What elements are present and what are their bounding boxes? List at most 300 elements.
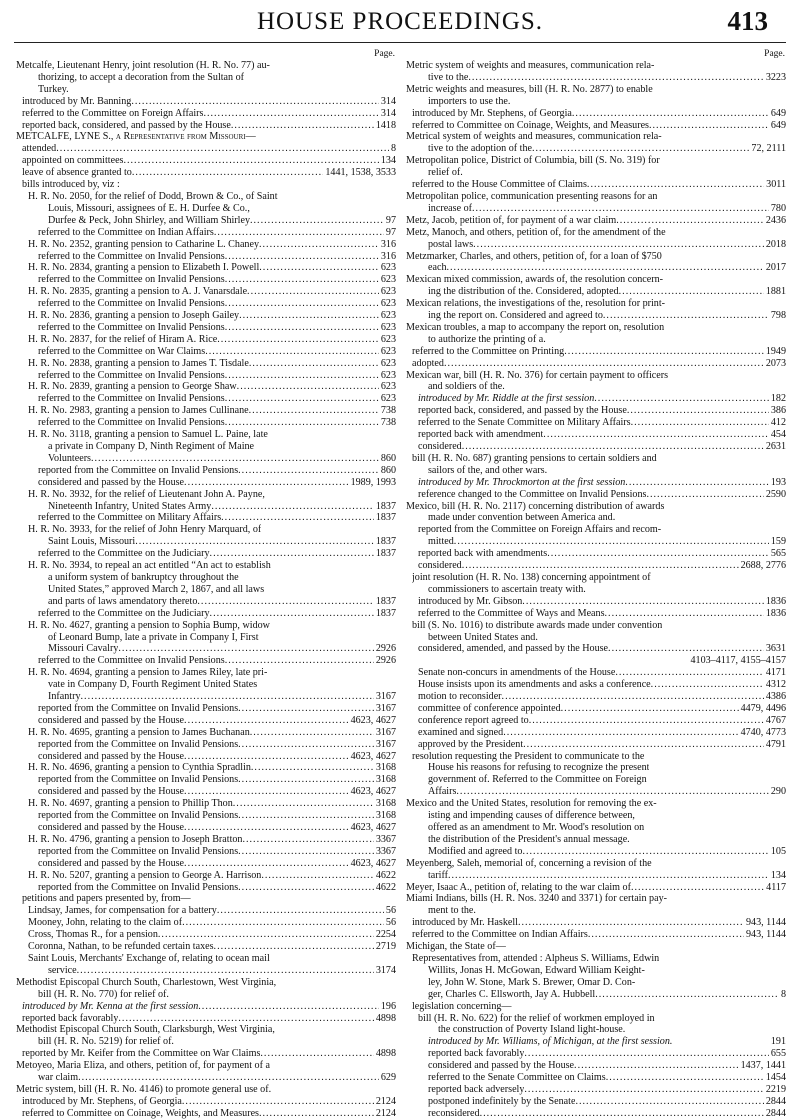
entry-text: reported back adversely: [428, 1083, 525, 1095]
entry-text: H. R. No. 3932, for the relief of Lieutenant John A. Payne,: [28, 488, 265, 500]
page-reference: 3011: [766, 179, 786, 191]
entry-text: mitted: [428, 536, 454, 548]
dot-leader: [221, 512, 374, 524]
dot-leader: [184, 822, 349, 834]
index-entry: [406, 608, 786, 620]
entry-text: reconsidered: [428, 1107, 480, 1119]
entry-text: considered and passed by the House: [38, 857, 185, 869]
index-entry: [406, 858, 786, 870]
index-entry: [406, 322, 786, 334]
entry-text: bill (H. R. No. 5219) for relief of.: [38, 1036, 174, 1048]
entry-text: H. R. No. 4697, granting a pension to Phillip Thon: [28, 798, 233, 810]
entry-text: ing the distribution of the. Considered, adopted: [428, 286, 619, 298]
page-number: 413: [727, 6, 768, 36]
index-entry: [16, 322, 396, 334]
entry-text: introduced by Mr. Throckmorton at the first session: [418, 476, 626, 488]
page-reference: 943, 1144: [745, 917, 786, 929]
page-reference: 134: [380, 155, 396, 167]
entry-text: Saint Louis, Merchants' Exchange of, relating to ocean mail: [28, 952, 270, 964]
dot-leader: [575, 1096, 763, 1108]
entry-text: bill (H. R. No. 687) granting pensions to certain soldiers and: [412, 452, 657, 464]
index-entry: [406, 512, 786, 524]
entry-text: H. R. No. 2983, granting a pension to James Cullinane: [28, 405, 249, 417]
index-entry: [16, 251, 396, 263]
index-entry: [16, 822, 396, 834]
index-entry: [406, 251, 786, 263]
dot-leader: [503, 727, 738, 739]
dot-leader: [616, 215, 764, 227]
index-entry: [16, 798, 396, 810]
index-entry: [406, 536, 786, 548]
dot-leader: [205, 346, 379, 358]
dot-leader: [135, 536, 374, 548]
index-entry: [16, 429, 396, 441]
index-entry: [16, 810, 396, 822]
page-reference: 4479, 4496: [740, 702, 786, 714]
index-entry: [16, 655, 396, 667]
index-entry: [16, 632, 396, 644]
dot-leader: [225, 393, 379, 405]
index-entry: [16, 143, 396, 155]
entry-text: H. R. No. 3118, granting a pension to Samuel L. Paine, late: [28, 429, 268, 441]
index-entry: [16, 858, 396, 870]
entry-text: Metzmarker, Charles, and others, petition of, for a loan of $750: [406, 250, 662, 262]
entry-text: Mexico and the United States, resolution for removing the ex-: [406, 798, 657, 810]
entry-text: referred to the Committee on Invalid Pensions: [38, 274, 225, 286]
page-reference: 3168: [375, 762, 396, 774]
index-entry: [16, 477, 396, 489]
index-entry: [16, 548, 396, 560]
index-entry: [16, 977, 396, 989]
page-reference: 159: [770, 536, 786, 548]
index-entry: [16, 846, 396, 858]
dot-leader: [210, 608, 374, 620]
index-entry: [16, 179, 396, 191]
index-entry: [406, 441, 786, 453]
dot-leader: [502, 691, 764, 703]
page-reference: 4117: [766, 881, 786, 893]
index-entry: [406, 596, 786, 608]
index-entry: [16, 501, 396, 513]
dot-leader: [237, 381, 379, 393]
page-reference: 3367: [375, 845, 396, 857]
entry-text: the construction of Poverty Island light-house.: [438, 1024, 626, 1036]
page-reference: 97: [385, 214, 396, 226]
entry-text: ger, Charles C. Ellsworth, Jay A. Hubbell: [428, 988, 596, 1000]
index-entry: [406, 905, 786, 917]
index-entry: [16, 417, 396, 429]
dot-leader: [615, 667, 763, 679]
page-reference: 316: [380, 250, 396, 262]
entry-text: Infantry: [48, 691, 81, 703]
index-entry: [406, 1001, 786, 1013]
dot-leader: [198, 1001, 379, 1013]
index-entry: [16, 215, 396, 227]
index-entry: [406, 358, 786, 370]
entry-text: Metcalfe, Lieutenant Henry, joint resolution (H. R. No. 77) au-: [16, 60, 270, 71]
dot-leader: [631, 417, 769, 429]
page-reference: 1837: [375, 536, 396, 548]
index-entry: [16, 870, 396, 882]
page-reference: 623: [380, 345, 396, 357]
index-entry: [406, 632, 786, 644]
page-reference: 4312: [765, 679, 786, 691]
entry-text: Mexican mixed commission, awards of, the resolution concern-: [406, 274, 664, 286]
dot-leader: [619, 286, 764, 298]
dot-leader: [532, 143, 749, 155]
entry-text: postponed indefinitely by the Senate: [428, 1095, 576, 1107]
entry-text: referred to Committee on Coinage, Weights, and Measures: [22, 1107, 259, 1119]
page-reference: 1836: [765, 607, 786, 619]
index-entry: [406, 96, 786, 108]
index-entry: [406, 774, 786, 786]
dot-leader: [238, 810, 374, 822]
page-reference: 623: [380, 369, 396, 381]
index-entry: [406, 917, 786, 929]
dot-leader: [547, 548, 769, 560]
page-reference: 56: [385, 905, 396, 917]
dot-leader: [605, 608, 764, 620]
dot-leader: [225, 298, 379, 310]
dot-leader: [529, 715, 764, 727]
entry-text: joint resolution (H. R. No. 138) concerning appointment of: [412, 571, 651, 583]
page-reference: 290: [770, 786, 786, 798]
entry-text: H. R. No. 2838, granting a pension to James T. Tisdale: [28, 357, 249, 369]
entry-text: leave of absence granted to: [22, 167, 132, 179]
page-reference: 4740, 4773: [740, 726, 786, 738]
entry-text: reported back with amendment: [418, 429, 544, 441]
index-entry: [406, 215, 786, 227]
index-entry: [16, 393, 396, 405]
entry-text: the distribution of the President's annual message.: [428, 833, 630, 845]
page-reference: 2017: [765, 262, 786, 274]
dot-leader: [260, 1048, 373, 1060]
page-reference: 3174: [375, 964, 396, 976]
header-rule: [14, 42, 786, 43]
entry-text: isting and impending causes of difference between,: [428, 810, 635, 822]
index-entry: [406, 1084, 786, 1096]
entry-text: reported from the Committee on Invalid Pensions: [38, 881, 239, 893]
entry-text: H. R. No. 2836, granting a pension to Joseph Gailey: [28, 310, 240, 322]
index-entry: [406, 370, 786, 382]
dot-leader: [561, 703, 739, 715]
entry-text: H. R. No. 4696, granting a pension to Cynthia Spradlin: [28, 762, 251, 774]
entry-text: Nineteenth Infantry, United States Army: [48, 500, 212, 512]
page-reference: 623: [380, 393, 396, 405]
index-entry: [16, 1048, 396, 1060]
page-reference: 4622: [375, 869, 396, 881]
index-entry: [406, 310, 786, 322]
index-entry: [16, 262, 396, 274]
entry-text: resolution requesting the President to communicate to the: [412, 750, 645, 762]
entry-text: vate in Company D, Fourth Regiment United States: [48, 679, 258, 691]
index-entry: [16, 929, 396, 941]
entry-text: committee of conference appointed: [418, 702, 561, 714]
index-entry: [406, 262, 786, 274]
entry-text: reported from the Committee on Invalid Pensions: [38, 702, 239, 714]
entry-text: of Leonard Bump, late a private in Company I, First: [48, 631, 259, 643]
index-entry: [16, 155, 396, 167]
index-entry: [16, 167, 396, 179]
dot-leader: [217, 334, 379, 346]
dot-leader: [524, 1048, 768, 1060]
entry-text: METCALFE, LYNE S., a Representative from Missouri—: [16, 131, 256, 143]
entry-text: adopted: [412, 357, 444, 369]
entry-text: ing the report on. Considered and agreed to: [428, 310, 603, 322]
entry-text: Metz, Jacob, petition of, for payment of a war claim: [406, 214, 617, 226]
page-reference: 623: [380, 274, 396, 286]
dot-leader: [606, 1072, 764, 1084]
entry-text: Louis, Missouri, assignees of E. H. Durfee & Co.,: [48, 202, 250, 214]
entry-text: Metoyeo, Maria Eliza, and others, petition of, for payment of a: [16, 1060, 270, 1072]
page-reference: 623: [380, 333, 396, 345]
page-reference: 3168: [375, 810, 396, 822]
index-entry: [16, 1096, 396, 1108]
index-entry: [406, 60, 786, 72]
index-entry: [406, 679, 786, 691]
index-entry: [16, 941, 396, 953]
entry-text: referred to the Committee on Invalid Pensions: [38, 321, 225, 333]
entry-text: H. R. No. 4627, granting a pension to Sophia Bump, widow: [28, 619, 270, 631]
page-reference: 316: [380, 238, 396, 250]
index-entry: [406, 584, 786, 596]
page-reference: 4171: [765, 667, 786, 679]
page-reference: 3167: [375, 738, 396, 750]
index-entry: [16, 453, 396, 465]
index-entry: [16, 1036, 396, 1048]
entry-text: referred to the Committee on Indian Affairs: [38, 226, 214, 238]
index-entry: [16, 370, 396, 382]
page-reference: 1989, 1993: [350, 476, 396, 488]
entry-text: referred to the Committee on Invalid Pensions: [38, 369, 225, 381]
dot-leader: [447, 262, 764, 274]
dot-leader: [158, 929, 374, 941]
dot-leader: [594, 393, 769, 405]
page-reference: 4623, 4627: [350, 857, 396, 869]
page-reference: 649: [770, 107, 786, 119]
page-reference: 1836: [765, 595, 786, 607]
page-reference: 1837: [375, 512, 396, 524]
index-entry: [406, 989, 786, 1001]
entry-text: referred to the Committee on the Judiciary: [38, 548, 210, 560]
entry-text: referred to the Committee on Invalid Pensions: [38, 393, 225, 405]
entry-text: government of. Referred to the Committee on Foreign: [428, 774, 647, 786]
entry-text: H. R. No. 5207, granting a pension to George A. Harrison: [28, 869, 262, 881]
dot-leader: [625, 477, 769, 489]
page-reference: 105: [770, 845, 786, 857]
dot-leader: [225, 417, 379, 429]
dot-leader: [251, 762, 374, 774]
entry-text: Representatives from, attended : Alpheus S. Williams, Edwin: [412, 952, 660, 964]
entry-text: Willits, Jonas H. McGowan, Edward William Keight-: [428, 964, 645, 976]
index-entry: [406, 286, 786, 298]
page-reference: 8: [390, 143, 396, 155]
index-entry: [16, 191, 396, 203]
entry-text: considered and passed by the House: [38, 786, 185, 798]
index-entry: [16, 917, 396, 929]
entry-text: H. R. No. 2834, granting a pension to Elizabeth I. Powell: [28, 262, 260, 274]
entry-text: and parts of laws amendatory thereto: [48, 595, 198, 607]
page-reference: 193: [770, 476, 786, 488]
page-reference: 4623, 4627: [350, 714, 396, 726]
page-reference: 649: [770, 119, 786, 131]
index-entry: [16, 239, 396, 251]
index-entry: [406, 834, 786, 846]
dot-leader: [250, 727, 374, 739]
page-reference: 1949: [765, 345, 786, 357]
index-entry: [16, 679, 396, 691]
entry-text: tive to the: [428, 71, 469, 83]
page-reference: 1881: [765, 286, 786, 298]
page-reference: 2219: [765, 1083, 786, 1095]
index-entry: [16, 643, 396, 655]
page-reference: 56: [385, 917, 396, 929]
entry-text: and soldiers of the.: [428, 381, 505, 393]
entry-text: Mexican relations, the investigations of the, resolution for print-: [406, 298, 666, 310]
entry-text: Senate non-concurs in amendments of the House: [418, 667, 616, 679]
entry-text: reported from the Committee on Invalid Pensions: [38, 774, 239, 786]
entry-text: bill (S. No. 1016) to distribute awards made under convention: [412, 619, 663, 631]
index-entry: [16, 762, 396, 774]
dot-leader: [238, 882, 374, 894]
page-reference: 182: [770, 393, 786, 405]
index-entry: [406, 751, 786, 763]
dot-leader: [595, 989, 779, 1001]
page-reference: 623: [380, 286, 396, 298]
index-entry: [16, 131, 396, 143]
index-entry: [406, 191, 786, 203]
entry-text: Michigan, the State of—: [406, 941, 506, 953]
dot-leader: [184, 751, 349, 763]
page-reference: 655: [770, 1048, 786, 1060]
dot-leader: [651, 679, 764, 691]
index-entry: [16, 346, 396, 358]
entry-text: considered, amended, and passed by the House: [418, 643, 609, 655]
page-reference: 4898: [375, 1048, 396, 1060]
index-entry: [406, 1048, 786, 1060]
page-reference: 2124: [375, 1095, 396, 1107]
entry-text: introduced by Mr. Banning: [22, 95, 132, 107]
page-reference: 3168: [375, 798, 396, 810]
index-entry: [16, 108, 396, 120]
entry-text: reported from the Committee on Invalid Pensions: [38, 810, 239, 822]
entry-text: considered and passed by the House: [38, 750, 185, 762]
entry-text: attended: [22, 143, 57, 155]
entry-text: reported from the Committee on Invalid Pensions: [38, 464, 239, 476]
page-reference: 780: [770, 202, 786, 214]
page-reference: 623: [380, 381, 396, 393]
index-entry: [16, 989, 396, 1001]
entry-text: considered and passed by the House: [428, 1060, 575, 1072]
index-entry: [16, 893, 396, 905]
dot-leader: [184, 858, 349, 870]
index-entry: [16, 489, 396, 501]
index-entry: [406, 762, 786, 774]
page-reference: 72, 2111: [751, 143, 786, 155]
index-entry: [406, 72, 786, 84]
dot-leader: [225, 655, 374, 667]
dot-leader: [238, 774, 374, 786]
entry-text: H. R. No. 2835, granting a pension to A. J. Vanarsdale: [28, 286, 248, 298]
index-entry: [16, 227, 396, 239]
index-entry: [16, 834, 396, 846]
dot-leader: [225, 274, 379, 286]
dot-leader: [225, 251, 379, 263]
entry-text: Mexico, bill (H. R. No. 2117) concerning distribution of awards: [406, 500, 665, 512]
entry-text: reported from the Committee on Invalid Pensions: [38, 738, 239, 750]
index-entry: [16, 465, 396, 477]
page-reference: 943, 1144: [745, 929, 786, 941]
entry-text: approved by the President: [418, 738, 524, 750]
dot-leader: [261, 870, 373, 882]
page-reference: 2926: [375, 655, 396, 667]
index-entry: [406, 882, 786, 894]
dot-leader: [456, 786, 768, 798]
index-entry: [406, 1096, 786, 1108]
entry-text: reported back, considered, and passed by the House: [22, 119, 231, 131]
entry-text: Cross, Thomas R., for a pension: [28, 929, 158, 941]
index-entry: [406, 120, 786, 132]
page-reference: 196: [380, 1000, 396, 1012]
index-entry: [16, 441, 396, 453]
entry-text: examined and signed: [418, 726, 504, 738]
entry-text: Metric system of weights and measures, communication rela-: [406, 60, 655, 71]
entry-text: considered: [418, 441, 462, 452]
dot-leader: [473, 239, 764, 251]
entry-text: postal laws: [428, 238, 474, 250]
page-reference: 1454: [765, 1072, 786, 1084]
page-reference: 2436: [765, 214, 786, 226]
page-reference: 629: [380, 1072, 396, 1084]
index-entry: [406, 155, 786, 167]
page-reference: 3167: [375, 702, 396, 714]
index-entry: [16, 1013, 396, 1025]
index-entry: [406, 524, 786, 536]
index-entry: [406, 929, 786, 941]
page-reference: 860: [380, 464, 396, 476]
index-entry: [406, 429, 786, 441]
index-entry: [16, 286, 396, 298]
page-reference: 2719: [375, 941, 396, 953]
index-entry: [406, 453, 786, 465]
entry-text: Saint Louis, Missouri: [48, 536, 136, 548]
page-reference: 3631: [765, 643, 786, 655]
index-entry: [16, 1001, 396, 1013]
index-entry: [16, 608, 396, 620]
page-reference: 2590: [765, 488, 786, 500]
index-entry: [16, 786, 396, 798]
index-entry: [406, 810, 786, 822]
entry-text: each: [428, 262, 447, 274]
right-column: [406, 48, 786, 1120]
dot-leader: [462, 441, 764, 453]
entry-text: referred to the Senate Committee on Military Affairs: [418, 417, 631, 429]
page-reference: 1441, 1538, 3533: [325, 167, 396, 179]
entry-text: ment to the.: [428, 905, 476, 917]
entry-text: House insists upon its amendments and asks a conference: [418, 679, 651, 691]
entry-text: made under convention between America and.: [428, 512, 616, 524]
entry-text: referred to the Committee on Foreign Affairs: [22, 107, 204, 119]
index-entry: [16, 905, 396, 917]
entry-text: offered as an amendment to Mr. Wood's resolution on: [428, 822, 645, 833]
dot-leader: [448, 870, 769, 882]
page-reference: 2844: [765, 1107, 786, 1119]
dot-leader: [608, 643, 764, 655]
index-entry: [406, 691, 786, 703]
index-entry: [406, 655, 786, 667]
index-entry: [16, 620, 396, 632]
index-entry: [406, 1060, 786, 1072]
